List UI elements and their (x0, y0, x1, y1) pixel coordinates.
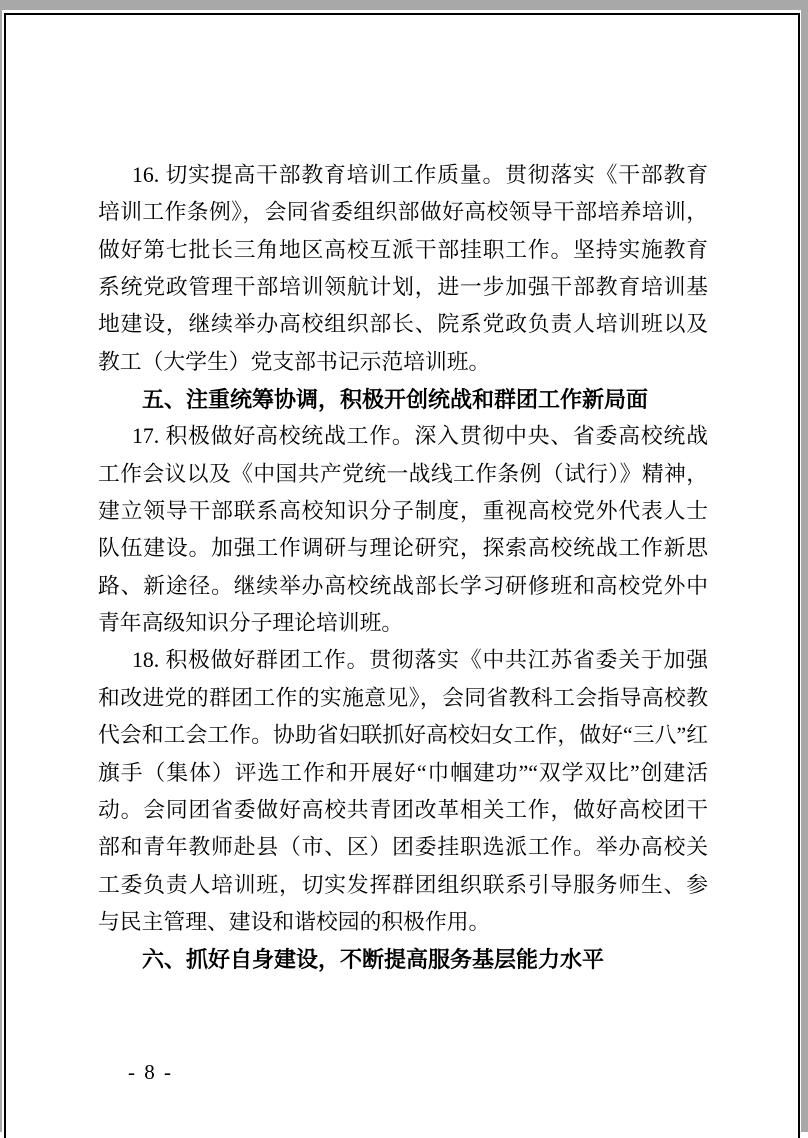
viewer-page-gap-top (0, 0, 808, 10)
section-heading-5: 五、注重统筹协调，积极开创统战和群团工作新局面 (142, 387, 649, 413)
paragraph-item-18: 18. 积极做好群团工作。贯彻落实《中共江苏省委关于加强和改进党的群团工作的实施意见》，会同省教科工会指导高校教代会和工会工作。协助省妇联抓好高校妇女工作，做好“三八”红旗手（集体）评选工作和开展好“巾帼建功”“双学双比”创建活动。会同团省委做好高校共青团改革相关工作，做好高校团干部和青年教师赴县（市、区）团委挂职选派工作。举办高校关工委负责人培训班，切实发挥群团组织联系引导服务师生、参与民主管理、建设和谐校园的积极作用。 (98, 648, 708, 934)
paragraph-item-17: 17. 积极做好高校统战工作。深入贯彻中央、省委高校统战工作会议以及《中国共产党统一战线工作条例（试行）》精神，建立领导干部联系高校知识分子制度，重视高校党外代表人士队伍建设。加强工作调研与理论研究，探索高校统战工作新思路、新途径。继续举办高校统战部长学习研修班和高校党外中青年高级知识分子理论培训班。 (98, 424, 708, 636)
viewer-background-right (801, 0, 808, 1132)
viewer-background-left (0, 0, 2, 1132)
paragraph-item-16: 16. 切实提高干部教育培训工作质量。贯彻落实《干部教育培训工作条例》，会同省委组织部做好高校领导干部培养培训，做好第七批长三角地区高校互派干部挂职工作。坚持实施教育系统党政管理干部培训领航计划，进一步加强干部教育培训基地建设，继续举办高校组织部长、院系党政负责人培训班以及教工（大学生）党支部书记示范培训班。 (98, 163, 708, 374)
page-number: - 8 - (128, 1060, 173, 1084)
page-content (6, 15, 798, 979)
section-heading-6: 六、抓好自身建设，不断提高服务基层能力水平 (142, 947, 605, 973)
document-page (4, 13, 800, 1138)
